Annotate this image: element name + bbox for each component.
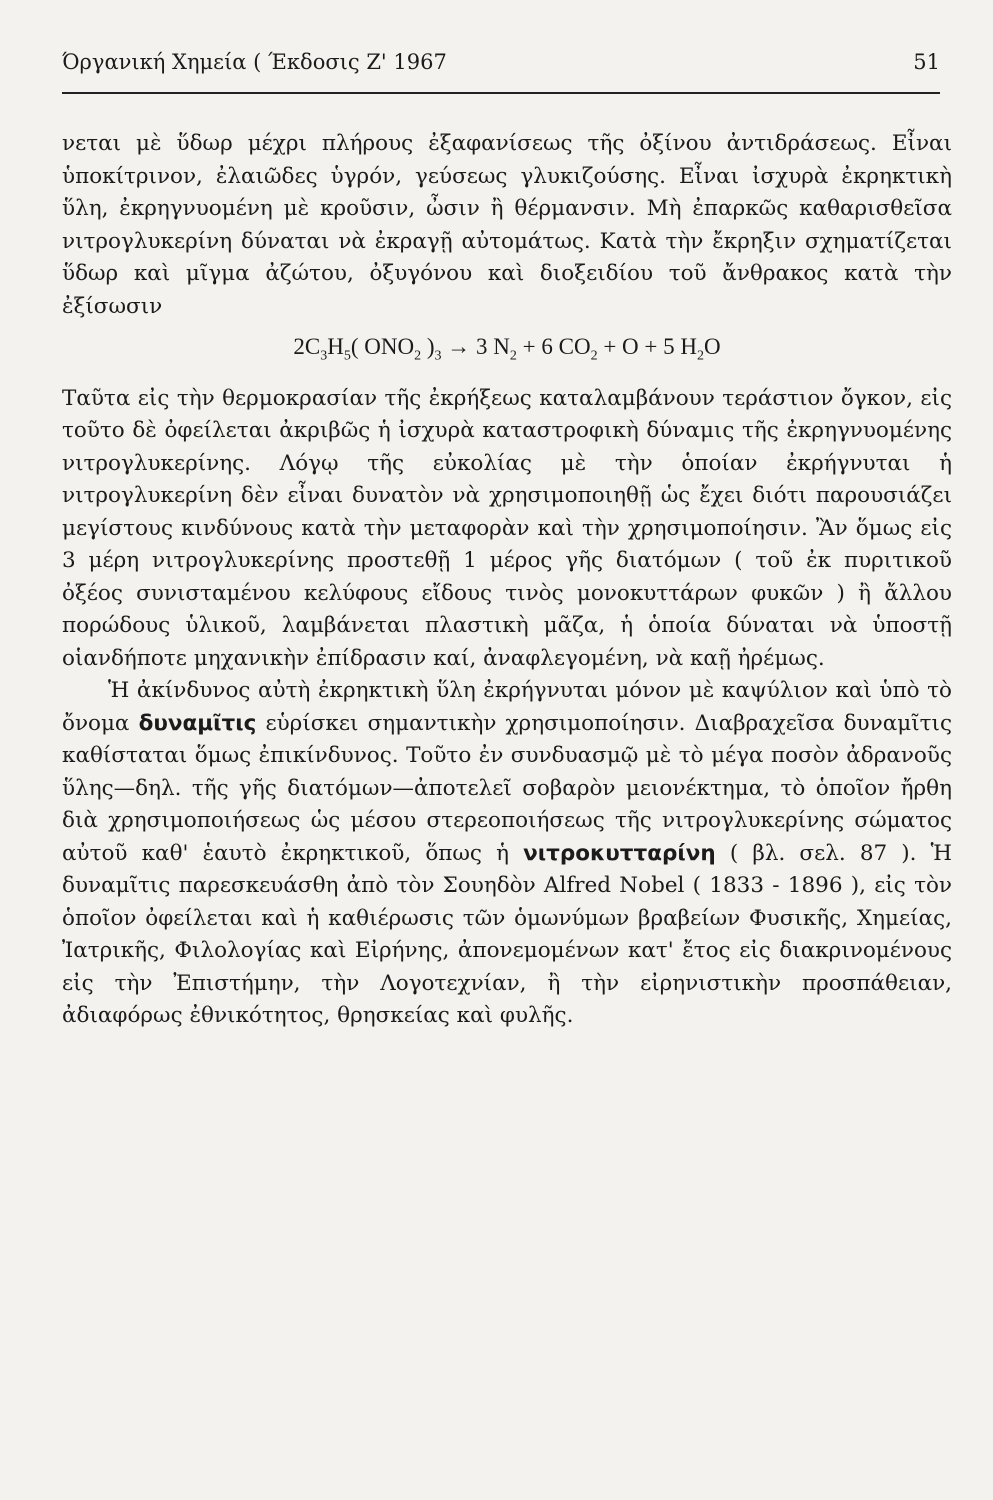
- eq-sub: 2: [414, 348, 422, 364]
- header-rule: [62, 92, 940, 94]
- eq-part: + O + 5 H: [597, 334, 697, 359]
- eq-sub: 2: [590, 348, 598, 364]
- eq-part: H: [327, 334, 344, 359]
- para3-text-a: Ἡ ἀκίνδυνος αὐτὴ ἐκρηκτικὴ ὕλη ἐκρήγνυται μόνον μὲ καψύλιον καὶ ὑπὸ τὸ ὄνομα: [62, 678, 952, 736]
- page-number: 51: [913, 50, 940, 74]
- page-body: [62, 128, 952, 1033]
- eq-sub: 2: [696, 348, 704, 364]
- eq-sub: 5: [343, 348, 351, 364]
- eq-part: + 6 CO: [516, 334, 591, 359]
- running-title: Όργανική Χημεία ( Έκδοσις Ζ' 1967: [62, 50, 447, 74]
- paragraph-3: [62, 675, 952, 1033]
- reaction-arrow: →: [441, 334, 477, 359]
- paragraph-1: νεται μὲ ὕδωρ μέχρι πλήρους ἐξαφανίσεως τῆς ὀξίνου ἀντιδράσεως. Εἶναι ὑποκίτρινον, ἐλαιῶδες ὑγρόν, γεύσεως γλυκιζούσης. Εἶναι ἰσχυρὰ ἐκρηκτικὴ ὕλη, ἐκρηγνυομένη μὲ κροῦσιν, ὦσιν ἢ θέρμανσιν. Μὴ ἐπαρκῶς καθαρισθεῖσα νιτρογλυκερίνη δύναται νὰ ἐκραγῇ αὐτομάτως. Κατὰ τὴν ἔκρηξιν σχηματίζεται ὕδωρ καὶ μῖγμα ἀζώτου, ὀξυγόνου καὶ διοξειδίου τοῦ ἄνθρακος κατὰ τὴν ἐξίσωσιν: [62, 131, 952, 319]
- paragraph-2: Ταῦτα εἰς τὴν θερμοκρασίαν τῆς ἐκρήξεως καταλαμβάνουν τεράστιον ὄγκον, εἰς τοῦτο δὲ ὀφείλεται ἀκριβῶς ἡ ἰσχυρὰ καταστροφικὴ δύναμις τῆς ἐκρηγνυομένης νιτρογλυκερίνης. Λόγῳ τῆς εὐκολίας μὲ τὴν ὁποίαν ἐκρήγνυται ἡ νιτρογλυκερίνη δὲν εἶναι δυνατὸν νὰ χρησιμοποιηθῇ ὡς ἔχει διότι παρουσιάζει μεγίστους κινδύνους κατὰ τὴν μεταφορὰν καὶ τὴν χρησιμοποίησιν. Ἂν ὅμως εἰς 3 μέρη νιτρογλυκερίνης προστεθῇ 1 μέρος γῆς διατόμων ( τοῦ ἐκ πυριτικοῦ ὀξέος συνισταμένου κελύφους εἴδους τινὸς μονοκυττάρων φυκῶν ) ἢ ἄλλου πορώδους ὑλικοῦ, λαμβάνεται πλαστικὴ μᾶζα, ἡ ὁποία δύναται νὰ ὑποστῇ οἱανδήποτε μηχανικὴν ἐπίδρασιν καί, ἀναφλεγομένη, νὰ καῇ ἠρέμως.: [62, 385, 952, 671]
- term-nitrocellulose: νιτροκυτταρίνη: [523, 840, 716, 866]
- para3-text-c: ( βλ. σελ. 87 ). Ἡ δυναμῖτις παρεσκευάσθη ἀπὸ τὸν Σουηδὸν Alfred Nobel ( 1833 - 1896 ), εἰς τὸν ὁποῖον ὀφείλεται καὶ ἡ καθιέρωσις τῶν ὁμωνύμων βραβείων Φυσικῆς, Χημείας, Ἰατρικῆς, Φιλολογίας καὶ Εἰρήνης, ἀπονεμομένων κατ' ἔτος εἰς διακρινομένους εἰς τὴν Ἐπιστήμην, τὴν Λογοτεχνίαν, ἢ τὴν εἰρηνιστικὴν προσπάθειαν, ἀδιαφόρως ἐθνικότητος, θρησκείας καὶ φυλῆς.: [62, 840, 952, 1029]
- eq-part: 3 N: [476, 334, 510, 359]
- running-header: [62, 50, 940, 86]
- term-dynamite: δυναμῖτις: [138, 710, 257, 736]
- eq-sub: 3: [320, 348, 328, 364]
- para3-text-b: εὑρίσκει σημαντικὴν χρησιμοποίησιν. Διαβραχεῖσα δυναμῖτις καθίσταται ὅμως ἐπικίνδυνος. Τοῦτο ἐν συνδυασμῷ μὲ τὸ μέγα ποσὸν ἀδρανοῦς ὕλης—δηλ. τῆς γῆς διατόμων—ἀποτελεῖ σοβαρὸν μειονέκτημα, τὸ ὁποῖον ἤρθη διὰ χρησιμοποιήσεως ὡς μέσου στερεοποιήσεως τῆς νιτρογλυκερίνης σώματος αὐτοῦ καθ' ἑαυτὸ ἐκρηκτικοῦ, ὅπως ἡ: [62, 710, 952, 866]
- eq-part: O: [703, 334, 721, 359]
- chemical-equation: [62, 327, 952, 377]
- eq-part: ( ONO: [350, 334, 415, 359]
- eq-part: ): [421, 334, 435, 359]
- eq-part: 2C: [293, 334, 321, 359]
- eq-sub: 2: [509, 348, 517, 364]
- eq-sub: 3: [434, 348, 442, 364]
